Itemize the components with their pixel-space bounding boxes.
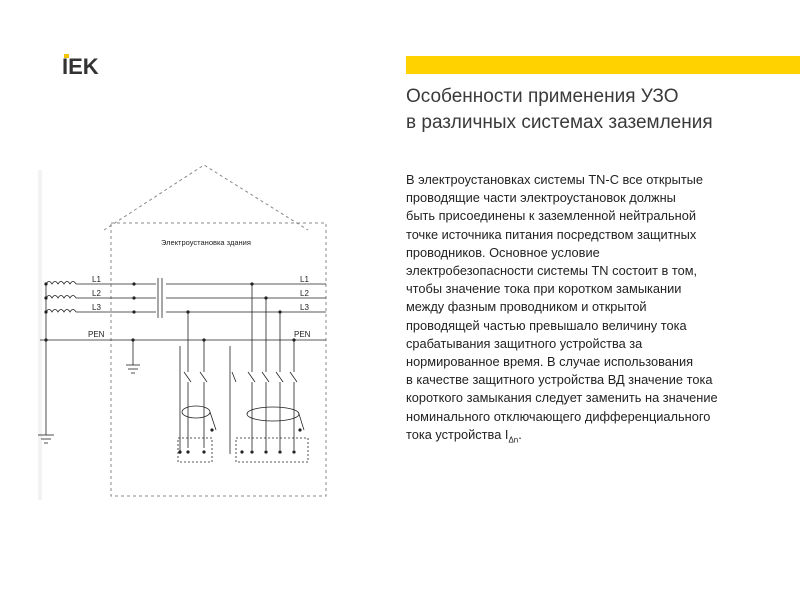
body-line: в качестве защитного устройства ВД значение тока [406,372,713,388]
right-label-l2: L2 [300,289,309,298]
body-line: чтобы значение тока при коротком замыкании [406,281,682,297]
body-line: между фазным проводником и открытой [406,299,647,315]
left-label-l3: L3 [92,303,101,312]
title-line-2: в различных системах заземления [406,112,713,133]
slide-title [406,84,796,136]
title-line-1: Особенности применения УЗО [406,86,679,107]
single-phase-branch [178,312,216,462]
building-earth [126,340,140,373]
body-line: электробезопасности системы TN состоит в том, [406,263,698,279]
body-line-last [406,426,796,450]
tn-c-wiring-diagram [36,160,356,505]
delta-n-subscript: Δn [508,435,519,445]
building-outline [104,165,326,496]
right-label-l3: L3 [300,303,309,312]
left-label-l1: L1 [92,275,101,284]
body-line: быть присоединены к заземленной нейтральной [406,208,696,224]
three-phase-branch [230,284,308,462]
single-phase-terminals [178,428,213,453]
left-label-pen: PEN [88,330,105,339]
last-line-suffix: . [518,426,522,442]
body-line: В электроустановках системы TN-C все открытые [406,172,703,187]
body-line: точке источника питания посредством защитных [406,226,697,242]
last-line-prefix: тока устройства I [406,426,509,442]
body-line: проводящие части электроустановок должны [406,190,676,206]
three-phase-terminals [240,428,301,453]
accent-bar [406,56,800,74]
right-label-l1: L1 [300,275,309,284]
source-coils [46,282,76,313]
body-line: номинального отключающего дифференциального [406,408,711,424]
building-label: Электроустановка здания [161,238,251,247]
body-line: проводящей частью превышало величину тока [406,317,687,333]
phase-lines [38,284,326,443]
body-line: короткого замыкания следует заменить на значение [406,390,718,406]
body-line: срабатывания защитного устройства за [406,335,643,351]
body-line: нормированное время. В случае использования [406,354,694,370]
left-label-l2: L2 [92,289,101,298]
right-label-pen: PEN [294,330,311,339]
left-margin-strip [38,170,42,500]
body-paragraph [406,171,796,450]
body-line: проводников. Основное условие [406,244,600,260]
iek-logo [62,52,112,78]
logo-text: IEK [62,54,99,78]
main-switch [158,278,162,318]
